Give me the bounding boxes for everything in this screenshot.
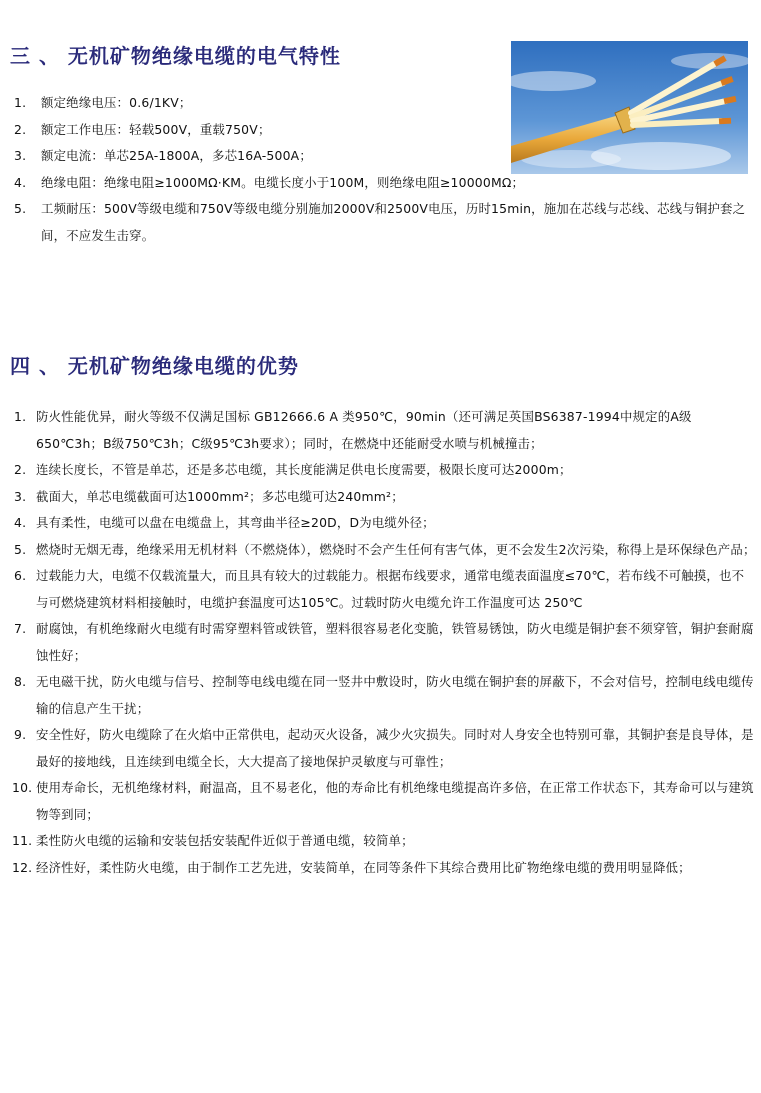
item-number: 5. [14,201,27,216]
item-text: 截面大，单芯电缆截面可达1000mm²；多芯电缆可达240mm²； [36,488,404,504]
item-text: 使用寿命长，无机绝缘材料，耐温高，且不易老化，他的寿命比有机绝缘电缆提高许多倍，在正常工作状态下，其寿命可以与建筑物等到同； [36,780,754,822]
item-text: 具有柔性，电缆可以盘在电缆盘上，其弯曲半径≥20D，D为电缆外径； [36,515,435,530]
item-number: 8. [14,674,27,689]
item-number: 2. [14,121,27,137]
list-item [14,855,756,882]
item-text: 过载能力大，电缆不仅载流量大，而且具有较大的过载能力。根据布线要求，通常电缆表面温度≤70℃，若布线不可触摸，也不与可燃烧建筑材料相接触时，电缆护套温度可达105℃。过载时防火电缆允许工作温度可达 250℃ [36,568,745,610]
list-item [14,484,756,511]
list-item [14,457,756,484]
list-item [14,828,756,855]
item-number: 5. [14,541,27,557]
item-text: 柔性防火电缆的运输和安装包括安装配件近似于普通电缆，较简单； [36,833,414,848]
list-item [14,510,756,537]
item-number: 12. [12,859,33,875]
item-number: 4. [14,174,27,190]
section4-title: 四 、 无机矿物绝缘电缆的优势 [10,354,299,378]
item-text: 无电磁干扰，防火电缆与信号、控制等电线电缆在同一竖井中敷设时，防火电缆在铜护套的屏蔽下，不会对信号，控制电线电缆传输的信息产生干扰； [36,674,754,716]
item-number: 3. [14,488,27,504]
item-number: 3. [14,148,27,163]
item-number: 6. [14,568,27,583]
list-item [14,775,756,828]
item-text: 额定工作电压：轻载500V，重载750V； [41,121,271,137]
list-item [14,563,756,616]
item-number: 2. [14,462,27,477]
item-text: 额定电流：单芯25A-1800A，多芯16A-500A； [41,148,312,163]
item-text: 工频耐压：500V等级电缆和750V等级电缆分别施加2000V和2500V电压，历时15min，施加在芯线与芯线、芯线与铜护套之间，不应发生击穿。 [41,201,746,243]
list-item [14,170,754,197]
list-item [14,616,756,669]
item-number: 10. [12,780,33,795]
list-item [14,537,756,564]
item-text: 防火性能优异，耐火等级不仅满足国标 GB12666.6 A 类950℃，90min（还可满足英国BS6387-1994中规定的A级650℃3h；B级750℃3h；C级95℃3h要求）；同时，在燃烧中还能耐受水喷与机械撞击； [36,409,692,451]
item-text: 额定绝缘电压：0.6/1KV； [41,95,192,110]
item-text: 连续长度长，不管是单芯，还是多芯电缆，其长度能满足供电长度需要，极限长度可达2000m； [36,462,572,477]
list-item [14,196,754,249]
list-item [14,90,754,117]
list-item [14,143,754,170]
list-item [14,722,756,775]
list-item [14,404,756,457]
list-item [14,117,754,144]
item-number: 7. [14,621,27,636]
item-text: 安全性好，防火电缆除了在火焰中正常供电，起动灭火设备，减少火灾损失。同时对人身安全也特别可靠，其铜护套是良导体，是最好的接地线，且连续到电缆全长，大大提高了接地保护灵敏度与可靠性； [36,727,754,769]
item-text: 经济性好，柔性防火电缆，由于制作工艺先进，安装简单，在同等条件下其综合费用比矿物绝缘电缆的费用明显降低； [36,859,691,875]
item-text: 燃烧时无烟无毒，绝缘采用无机材料（不燃烧体），燃烧时不会产生任何有害气体，更不会发生2次污染，称得上是环保绿色产品； [36,541,756,557]
item-number: 1. [14,409,27,424]
section3-title: 三 、 无机矿物绝缘电缆的电气特性 [10,44,341,68]
item-number: 11. [12,833,33,848]
section3-list [14,90,754,249]
item-text: 耐腐蚀，有机绝缘耐火电缆有时需穿塑料管或铁管，塑料很容易老化变脆，铁管易锈蚀，防火电缆是铜护套不须穿管，铜护套耐腐蚀性好； [36,621,754,663]
item-text: 绝缘电阻：绝缘电阻≥1000MΩ·KM。电缆长度小于100M，则绝缘电阻≥10000MΩ； [41,174,525,190]
item-number: 9. [14,727,27,742]
item-number: 4. [14,515,27,530]
list-item [14,669,756,722]
item-number: 1. [14,95,27,110]
section4-list [14,404,756,881]
